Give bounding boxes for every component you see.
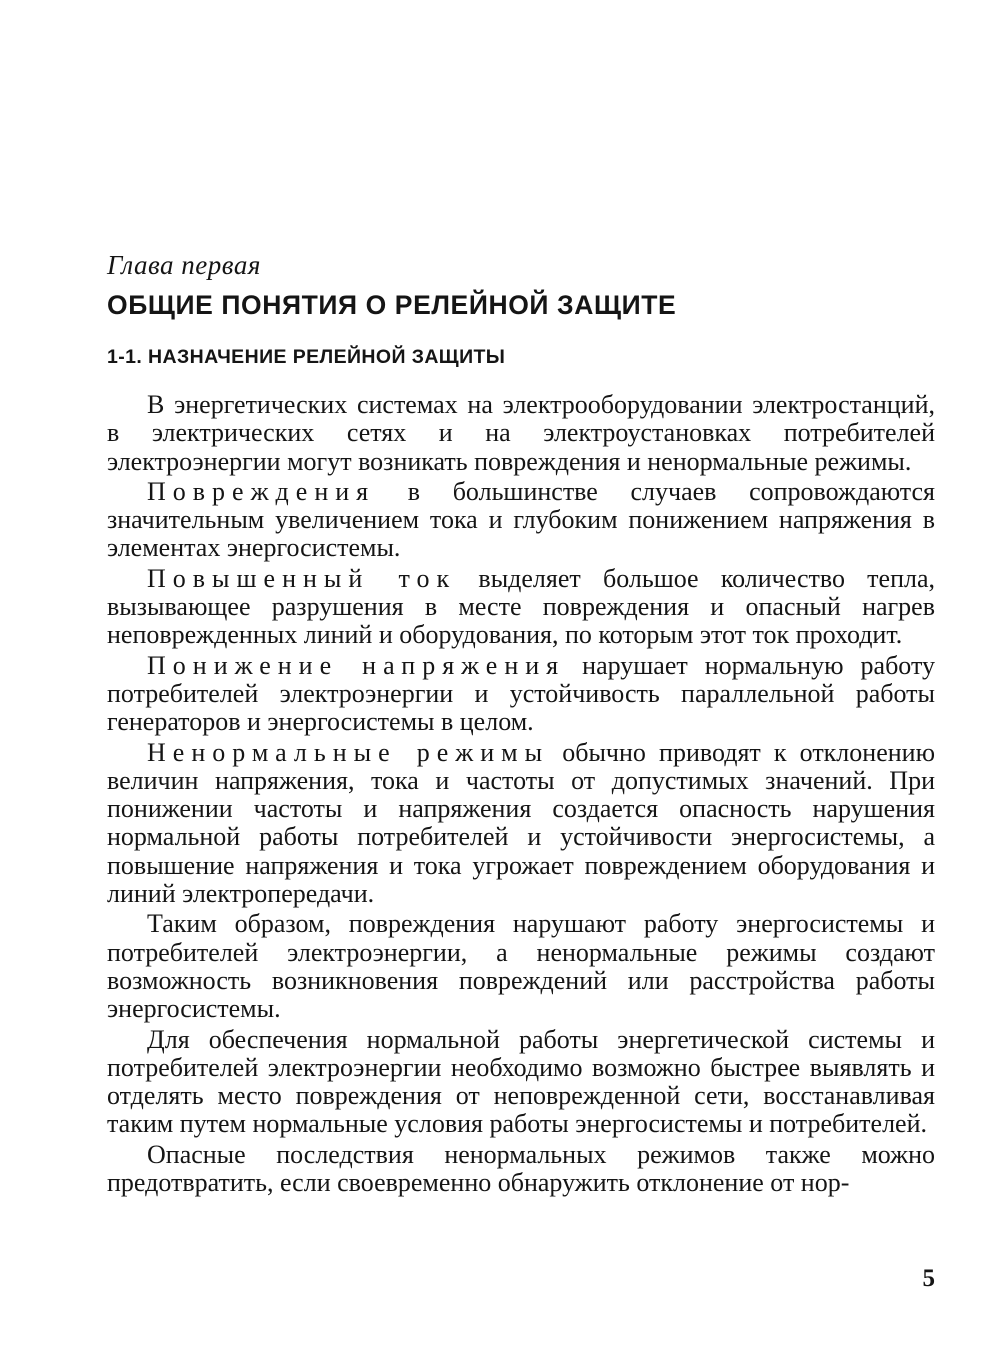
body-text [107, 391, 935, 1199]
paragraph-text: выделяет большое количество тепла, вызывающее разрушения в месте повреждения и опасный нагрев неповрежденных линий и оборудования, по которым этот ток проходит. [107, 563, 935, 650]
book-page [107, 0, 935, 1365]
section-title: 1-1. НАЗНАЧЕНИЕ РЕЛЕЙНОЙ ЗАЩИТЫ [107, 346, 506, 368]
emphasized-term: Повреждения [147, 476, 376, 506]
emphasized-term: Повышенный ток [147, 563, 457, 593]
paragraph-text: В энергетических системах на электрооборудовании электростанций, в электрических сетях и на электроустановках потребителей электроэнергии могут возникать повреждения и ненормальные режимы. [107, 390, 935, 476]
paragraph [107, 1141, 935, 1198]
emphasized-term: Ненормальные режимы [147, 737, 550, 767]
paragraph [107, 1026, 935, 1139]
paragraph-text: обычно приводят к отклонению величин напряжения, тока и частоты от допустимых значений. При понижении частоты и напряжения создается опасность нарушения нормальной работы потребителей и устойчивости энергосистемы, а повышение напряжения и тока угрожает повреждением оборудования и линий электропередачи. [107, 737, 935, 909]
chapter-label: Глава первая [107, 250, 261, 280]
paragraph-text: Для обеспечения нормальной работы энергетической системы и потребителей электроэнергии необходимо возможно быстрее выявлять и отделять место повреждения от неповрежденной сети, восстанавливая таким путем нормальные условия работы энергосистемы и потребителей. [107, 1024, 935, 1139]
chapter-title: ОБЩИЕ ПОНЯТИЯ О РЕЛЕЙНОЙ ЗАЩИТЕ [107, 290, 677, 320]
paragraph [107, 910, 935, 1023]
paragraph [107, 391, 935, 476]
page-number: 5 [922, 1265, 935, 1292]
paragraph-text: в большинстве случаев сопровождаются значительным увеличением тока и глубоким понижением напряжения в элементах энергосистемы. [107, 476, 935, 563]
paragraph-text: нарушает нормальную работу потребителей электроэнергии и устойчивость параллельной работы генераторов и энергосистемы в целом. [107, 650, 935, 737]
paragraph-text: Опасные последствия ненормальных режимов также можно предотвратить, если своевременно обнаружить отклонение от нор- [107, 1139, 935, 1198]
paragraph [107, 739, 935, 909]
paragraph [107, 478, 935, 563]
emphasized-term: Понижение напряжения [147, 650, 566, 680]
paragraph [107, 565, 935, 650]
paragraph-text: Таким образом, повреждения нарушают работу энергосистемы и потребителей электроэнергии, а ненормальные режимы создают возможность возникновения повреждений или расстройства работы энергосистемы. [107, 909, 935, 1024]
paragraph [107, 652, 935, 737]
